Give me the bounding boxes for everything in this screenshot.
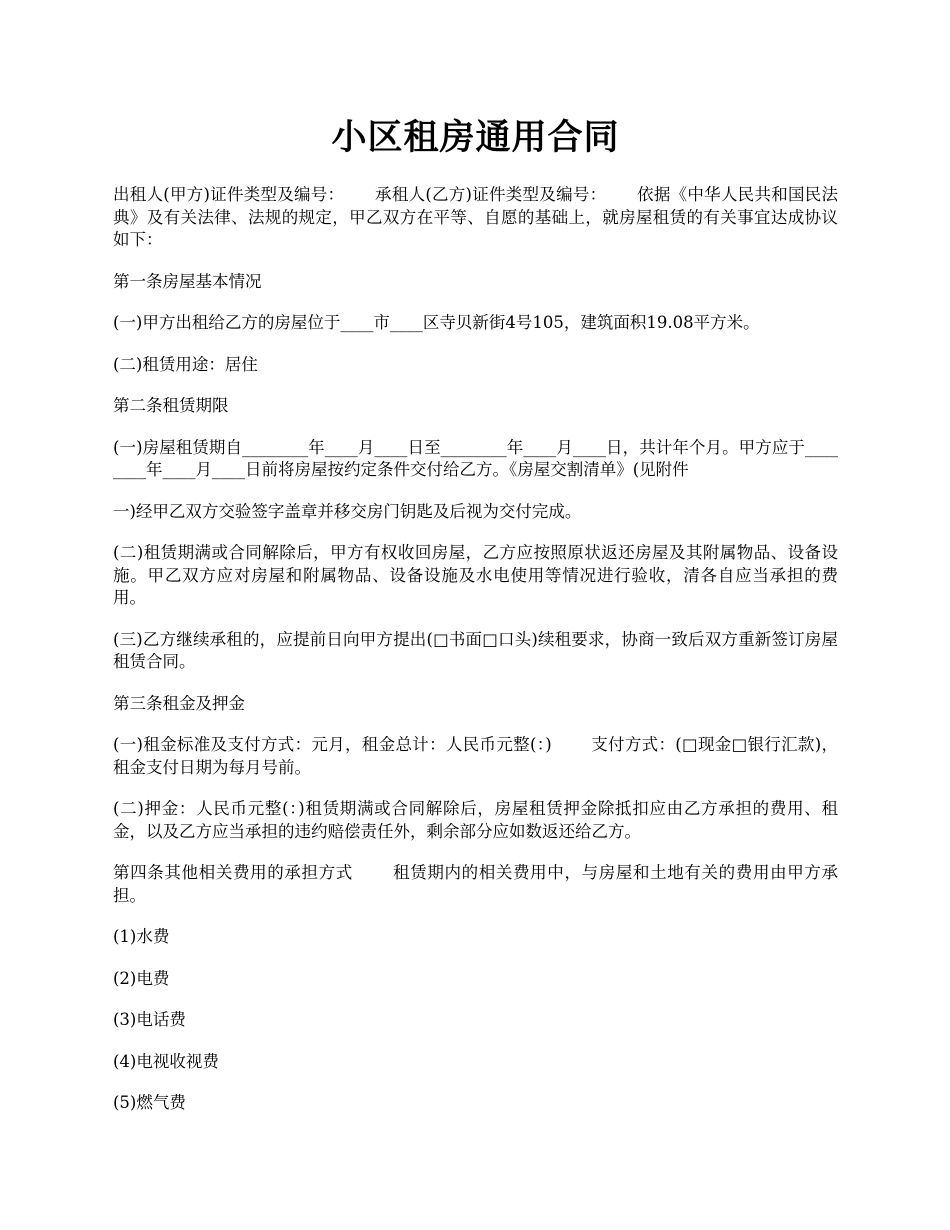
fee-item-water: (1)水费 xyxy=(113,927,170,946)
fee-item-tv: (4)电视收视费 xyxy=(113,1051,219,1071)
fee-item-electricity: (2)电费 xyxy=(113,968,170,988)
article-1-clause-2: (二)租赁用途：居住 xyxy=(113,354,258,374)
fee-item-telephone: (3)电话费 xyxy=(113,1010,186,1029)
article-2-heading: 第二条租赁期限 xyxy=(113,396,229,415)
fee-item-gas: (5)燃气费 xyxy=(113,1093,186,1112)
article-2-clause-1-continued: 一)经甲乙双方交验签字盖章并移交房门钥匙及后视为交付完成。 xyxy=(113,501,582,521)
article-1-heading: 第一条房屋基本情况 xyxy=(113,271,262,291)
article-4-heading: 第四条其他相关费用的承担方式 租赁期内的相关费用中，与房屋和土地有关的费用由甲方承担。 xyxy=(113,863,838,905)
article-2-clause-2: (二)租赁期满或合同解除后，甲方有权收回房屋，乙方应按照原状返还房屋及其附属物品、设备设施。甲乙双方应对房屋和附属物品、设备设施及水电使用等情况进行验收，清各自应当承担的费用。 xyxy=(113,543,838,607)
article-3-clause-1: (一)租金标准及支付方式：元月，租金总计：人民币元整(：) 支付方式：(□现金□银行汇款)，租金支付日期为每月号前。 xyxy=(113,735,838,777)
article-3-clause-2: (二)押金：人民币元整(：)租赁期满或合同解除后，房屋租赁押金除抵扣应由乙方承担的费用、租金，以及乙方应当承担的违约赔偿责任外，剩余部分应如数返还给乙方。 xyxy=(113,799,838,841)
article-3-heading: 第三条租金及押金 xyxy=(113,693,245,713)
article-2-clause-1: (一)房屋租赁期自________年____月____日至________年____月____日，共计年个月。甲方应于________年____月____日前将房屋按约定条件交付给乙方。《房屋交割清单》(见附件 xyxy=(113,437,838,479)
article-1-clause-1: (一)甲方出租给乙方的房屋位于____市____区寺贝新街4号105，建筑面积19.08平方米。 xyxy=(113,313,760,332)
contract-preamble: 出租人(甲方)证件类型及编号： 承租人(乙方)证件类型及编号： 依据《中华人民共和国民法典》及有关法律、法规的规定，甲乙双方在平等、自愿的基础上，就房屋租赁的有关事宜达成协议如下： xyxy=(113,185,838,249)
page-title: 小区租房通用合同 xyxy=(331,117,620,158)
article-2-clause-3: (三)乙方继续承租的，应提前日向甲方提出(□书面□口头)续租要求，协商一致后双方重新签订房屋租赁合同。 xyxy=(113,629,838,671)
